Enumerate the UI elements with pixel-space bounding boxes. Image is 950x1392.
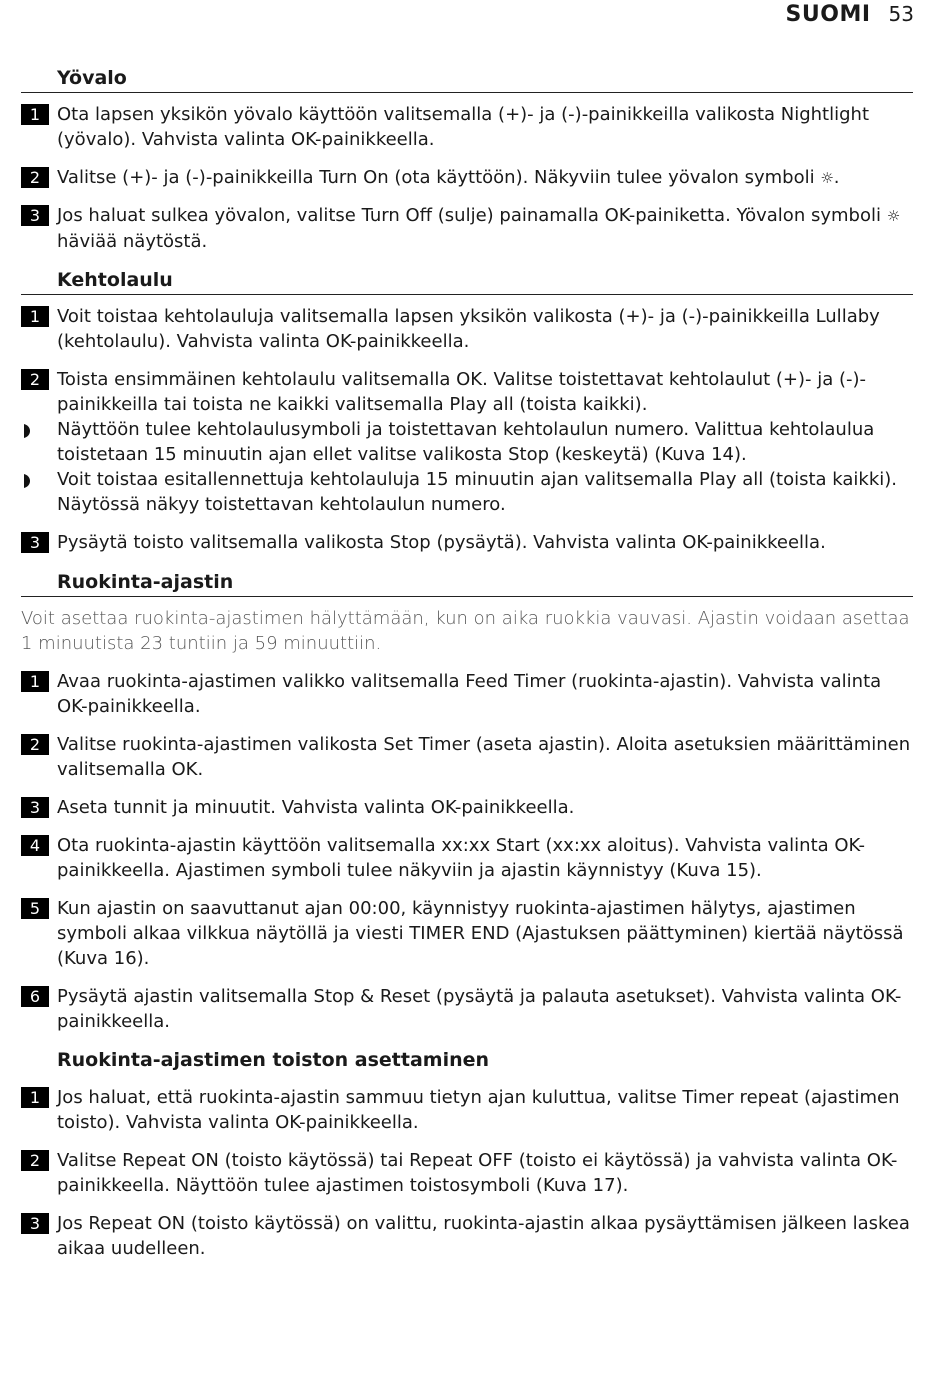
step-item bbox=[21, 165, 913, 191]
step-text: Kun ajastin on saavuttanut ajan 00:00, käynnistyy ruokinta-ajastimen hälytys, ajastimen symboli alkaa vilkkua näytöllä ja viesti TIMER END (Ajastuksen päättyminen) kiertää näytössä (Kuva 16). bbox=[57, 898, 904, 969]
page-header bbox=[786, 2, 914, 27]
bullet-item bbox=[21, 467, 913, 517]
intro-paragraph: Voit asettaa ruokinta-ajastimen hälyttämään, kun on aika ruokkia vauvasi. Ajastin voidaan asettaa 1 minuutista 23 tuntiin ja 59 minuuttiin. bbox=[21, 608, 910, 654]
bullet-text: Näyttöön tulee kehtolaulusymboli ja toistettavan kehtolaulun numero. Valittua kehtolaulua toistetaan 15 minuutin ajan ellet valitse valikosta Stop (keskeytä) (Kuva 14). bbox=[57, 419, 875, 465]
step-item bbox=[21, 896, 913, 971]
step-text: Valitse Repeat ON (toisto käytössä) tai Repeat OFF (toisto ei käytössä) ja vahvista valinta OK-painikkeella. Näyttöön tulee ajastimen toistosymboli (Kuva 17). bbox=[57, 1150, 898, 1196]
section-heading: Kehtolaulu bbox=[21, 268, 913, 295]
step-text: Valitse (+)- ja (-)-painikkeilla Turn On (ota käyttöön). Näkyviin tulee yövalon symboli ☼. bbox=[57, 167, 840, 188]
step-item bbox=[21, 1148, 913, 1198]
bullet-icon bbox=[24, 474, 31, 488]
step-text: Toista ensimmäinen kehtolaulu valitsemalla OK. Valitse toistettavat kehtolaulut (+)- ja (-)-painikkeilla tai toista ne kaikki valitsemalla Play all (toista kaikki). bbox=[57, 369, 867, 415]
step-number: 4 bbox=[21, 835, 49, 856]
step-item bbox=[21, 530, 913, 555]
bullet-item bbox=[21, 417, 913, 467]
step-text bbox=[57, 203, 913, 254]
step-number: 1 bbox=[21, 104, 49, 125]
page-number: 53 bbox=[888, 2, 914, 26]
step-text: Pysäytä toisto valitsemalla valikosta Stop (pysäytä). Vahvista valinta OK-painikkeella. bbox=[57, 532, 826, 553]
step-number: 3 bbox=[21, 205, 49, 226]
section-toisto bbox=[21, 1048, 913, 1075]
step-number: 2 bbox=[21, 734, 49, 755]
step-item bbox=[21, 795, 913, 820]
step-number: 2 bbox=[21, 1150, 49, 1171]
step-item bbox=[21, 1211, 913, 1261]
step-text: Valitse ruokinta-ajastimen valikosta Set Timer (aseta ajastin). Aloita asetuksien määrittäminen valitsemalla OK. bbox=[57, 734, 911, 780]
step-text: Ota lapsen yksikön yövalo käyttöön valitsemalla (+)- ja (-)-painikkeilla valikosta Nightlight (yövalo). Vahvista valinta OK-painikkeella. bbox=[57, 104, 870, 150]
step-item bbox=[21, 669, 913, 719]
section-heading: Ruokinta-ajastin bbox=[21, 570, 913, 597]
step-item bbox=[21, 203, 913, 254]
step-number: 1 bbox=[21, 306, 49, 327]
step-item bbox=[21, 833, 913, 883]
step-number: 1 bbox=[21, 1087, 49, 1108]
step-text: Avaa ruokinta-ajastimen valikko valitsemalla Feed Timer (ruokinta-ajastin). Vahvista valinta OK-painikkeella. bbox=[57, 671, 882, 717]
step-number: 2 bbox=[21, 167, 49, 188]
step-text: Ota ruokinta-ajastin käyttöön valitsemalla xx:xx Start (xx:xx aloitus). Vahvista valinta OK-painikkeella. Ajastimen symboli tulee näkyviin ja ajastin käynnistyy (Kuva 15). bbox=[57, 835, 865, 881]
section-yovalo bbox=[21, 66, 913, 93]
step-text: Aseta tunnit ja minuutit. Vahvista valinta OK-painikkeella. bbox=[57, 797, 575, 818]
step-number: 5 bbox=[21, 898, 49, 919]
step-item bbox=[21, 1085, 913, 1135]
language-label: SUOMI bbox=[785, 2, 871, 27]
step-item bbox=[21, 102, 913, 152]
step-number: 3 bbox=[21, 532, 49, 553]
step-text-body: Valitse (+)- ja (-)-painikkeilla Turn On (ota käyttöön). Näkyviin tulee yövalon symboli bbox=[57, 167, 815, 188]
section-ruokinta bbox=[21, 570, 913, 597]
step-item bbox=[21, 732, 913, 782]
step-text-body: Jos haluat sulkea yövalon, valitse Turn Off (sulje) painamalla OK-painiketta. Yövalon symboli bbox=[57, 205, 881, 226]
section-heading: Ruokinta-ajastimen toiston asettaminen bbox=[57, 1049, 490, 1071]
step-text-tail: häviää näytöstä. bbox=[57, 231, 208, 252]
step-number: 3 bbox=[21, 1213, 49, 1234]
sun-icon: ☼ bbox=[886, 207, 901, 225]
section-heading: Yövalo bbox=[21, 66, 913, 93]
bullet-text: Voit toistaa esitallennettuja kehtolauluja 15 minuutin ajan valitsemalla Play all (toista kaikki). Näytössä näkyy toistettavan kehtolaulun numero. bbox=[57, 469, 898, 515]
step-number: 3 bbox=[21, 797, 49, 818]
step-number: 6 bbox=[21, 986, 49, 1007]
step-item bbox=[21, 367, 913, 417]
step-text: Jos Repeat ON (toisto käytössä) on valittu, ruokinta-ajastin alkaa pysäyttämisen jälkeen laskea aikaa uudelleen. bbox=[57, 1213, 910, 1259]
step-text: Pysäytä ajastin valitsemalla Stop & Reset (pysäytä ja palauta asetukset). Vahvista valinta OK-painikkeella. bbox=[57, 986, 902, 1032]
step-item bbox=[21, 304, 913, 354]
sun-icon: ☼ bbox=[820, 169, 834, 187]
bullet-icon bbox=[24, 424, 31, 438]
step-item bbox=[21, 984, 913, 1034]
step-number: 2 bbox=[21, 369, 49, 390]
section-kehtolaulu bbox=[21, 268, 913, 295]
step-number: 1 bbox=[21, 671, 49, 692]
step-text: Jos haluat, että ruokinta-ajastin sammuu tietyn ajan kuluttua, valitse Timer repeat (ajastimen toisto). Vahvista valinta OK-painikkeella. bbox=[57, 1087, 900, 1133]
step-text: Voit toistaa kehtolauluja valitsemalla lapsen yksikön valikosta (+)- ja (-)-painikkeilla Lullaby (kehtolaulu). Vahvista valinta OK-painikkeella. bbox=[57, 306, 880, 352]
